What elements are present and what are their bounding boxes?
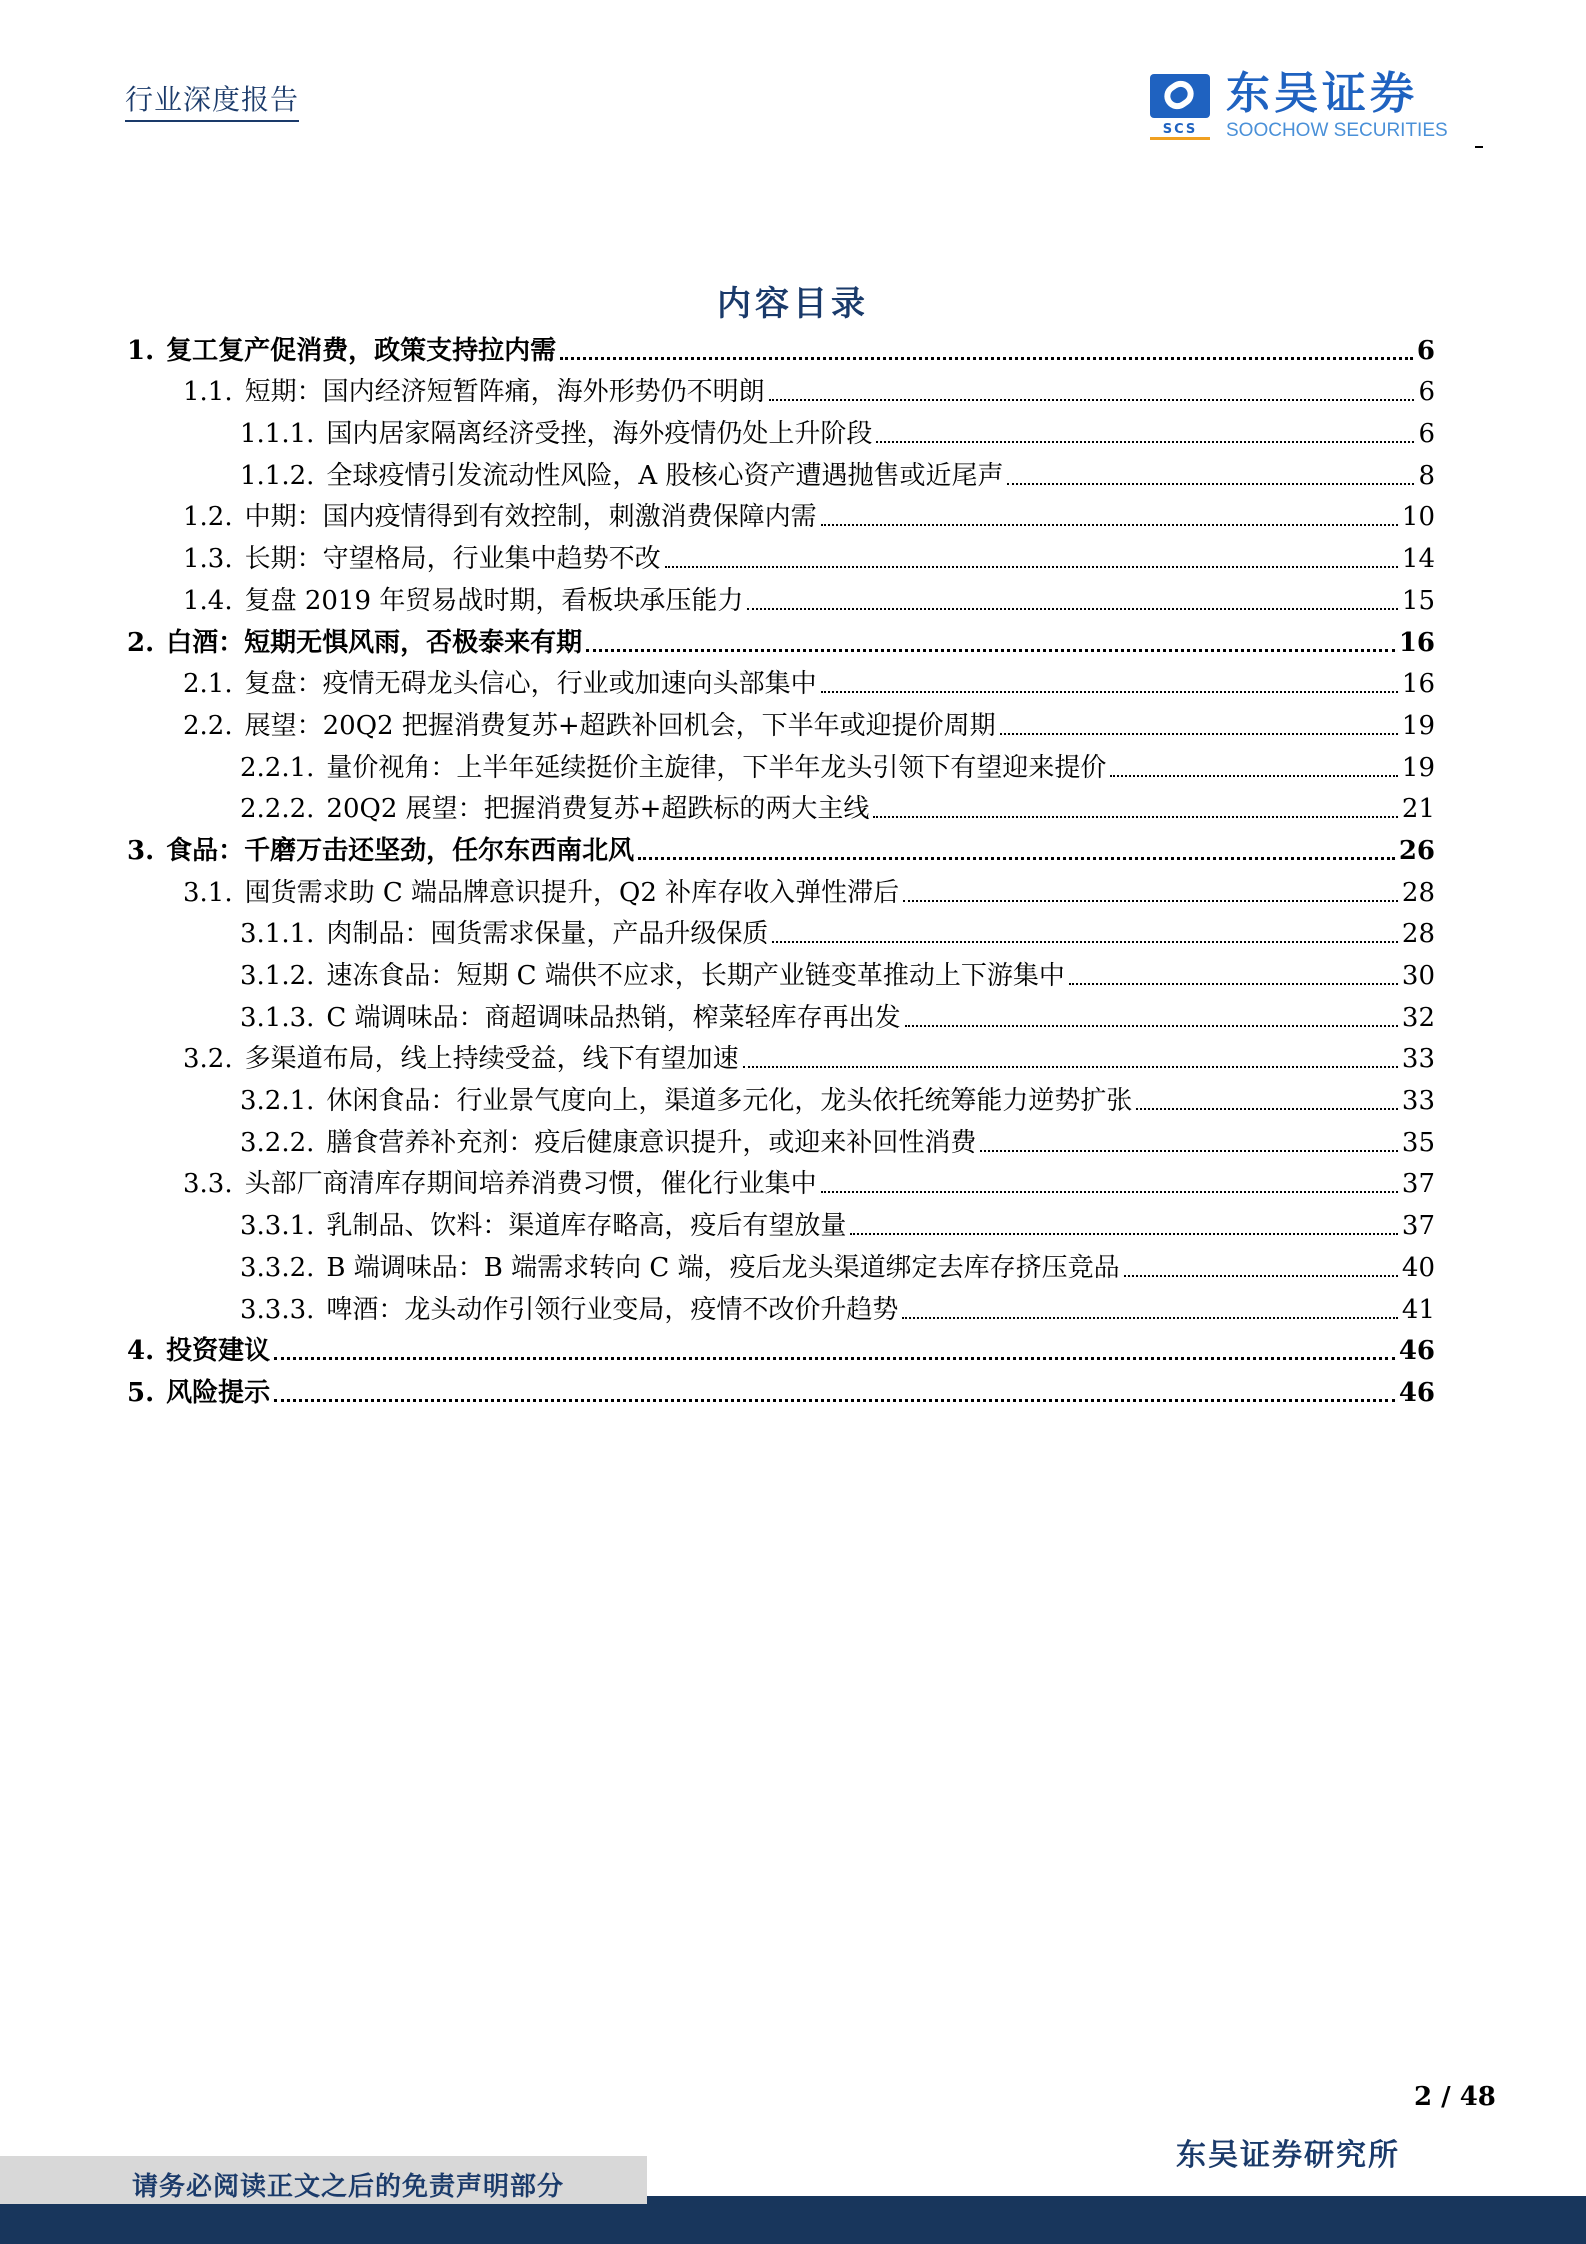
toc-entry[interactable] <box>127 867 1435 909</box>
toc-entry[interactable] <box>127 784 1435 826</box>
toc-leader-dots <box>876 441 1414 443</box>
toc-entry-page: 6 <box>1416 335 1435 366</box>
toc-entry-page: 8 <box>1418 460 1435 491</box>
toc-entry-number: 2.2.2. <box>240 794 315 825</box>
page-number: 2 / 48 <box>1414 2082 1496 2112</box>
toc-entry[interactable] <box>127 1326 1435 1368</box>
table-of-contents <box>127 325 1435 1409</box>
toc-entry-number: 2.2. <box>183 710 233 741</box>
toc-entry-page: 30 <box>1401 961 1435 991</box>
toc-entry[interactable] <box>127 950 1435 992</box>
toc-leader-dots <box>586 649 1395 652</box>
toc-entry-label: 短期：国内经济短暂阵痛，海外形势仍不明朗 <box>244 377 765 408</box>
toc-title: 内容目录 <box>717 284 869 324</box>
toc-entry-number: 5. <box>127 1377 155 1408</box>
toc-entry-page: 32 <box>1401 1002 1435 1033</box>
toc-entry-label: 风险提示 <box>166 1377 271 1408</box>
toc-entry-page: 33 <box>1401 1086 1435 1117</box>
toc-leader-dots <box>743 1066 1398 1068</box>
logo-scs-text: SCS <box>1150 122 1210 140</box>
institute-name: 东吴证券研究所 <box>1176 2138 1400 2173</box>
toc-entry-page: 14 <box>1401 544 1435 575</box>
toc-entry-label: 国内居家隔离经济受挫，海外疫情仍处上升阶段 <box>326 419 873 450</box>
toc-entry-page: 19 <box>1401 752 1435 783</box>
toc-entry[interactable] <box>127 825 1435 867</box>
toc-entry-page: 6 <box>1418 377 1435 408</box>
toc-entry-label: 中期：国内疫情得到有效控制，刺激消费保障内需 <box>244 502 817 533</box>
toc-entry-label: 复盘：疫情无碍龙头信心，行业或加速向头部集中 <box>244 669 817 700</box>
toc-leader-dots <box>769 399 1415 401</box>
toc-entry[interactable] <box>127 1284 1435 1326</box>
toc-leader-dots <box>821 691 1398 693</box>
toc-entry-number: 3.2. <box>183 1044 233 1075</box>
toc-entry-number: 3.2.2. <box>240 1127 315 1158</box>
toc-entry-page: 26 <box>1398 835 1435 866</box>
toc-entry-number: 2. <box>127 627 155 658</box>
toc-entry-number: 3. <box>127 835 155 866</box>
toc-leader-dots <box>1110 775 1397 777</box>
toc-leader-dots <box>638 857 1395 860</box>
toc-entry-page: 6 <box>1418 419 1435 450</box>
toc-entry[interactable] <box>127 742 1435 784</box>
toc-entry-page: 37 <box>1401 1169 1435 1200</box>
toc-entry-label: 头部厂商清库存期间培养消费习惯，催化行业集中 <box>244 1169 817 1200</box>
toc-entry-number: 3.2.1. <box>240 1086 315 1117</box>
header-divider <box>1475 146 1483 148</box>
toc-leader-dots <box>821 1191 1398 1193</box>
toc-entry-label: 食品：千磨万击还坚劲，任尔东西南北风 <box>166 835 635 866</box>
toc-entry-label: 白酒：短期无惧风雨，否极泰来有期 <box>166 627 583 658</box>
toc-entry-page: 46 <box>1398 1336 1435 1367</box>
toc-entry-label: 投资建议 <box>166 1336 271 1367</box>
toc-entry-label: 复盘 2019 年贸易战时期，看板块承压能力 <box>244 585 744 616</box>
disclaimer-text: 请务必阅读正文之后的免责声明部分 <box>132 2172 565 2202</box>
toc-entry-label: C 端调味品：商超调味品热销，榨菜轻库存再出发 <box>326 1002 901 1033</box>
toc-entry[interactable] <box>127 408 1435 450</box>
toc-leader-dots <box>905 1025 1398 1027</box>
toc-entry-number: 4. <box>127 1336 155 1367</box>
toc-entry[interactable] <box>127 1034 1435 1076</box>
toc-entry[interactable] <box>127 992 1435 1034</box>
toc-entry-number: 3.1.3. <box>240 1002 315 1033</box>
toc-entry-number: 1.3. <box>183 544 233 575</box>
toc-leader-dots <box>850 1233 1397 1235</box>
toc-leader-dots <box>1124 1275 1398 1277</box>
toc-entry[interactable] <box>127 533 1435 575</box>
toc-entry-number: 3.1. <box>183 877 233 908</box>
toc-entry-page: 28 <box>1401 877 1435 908</box>
toc-entry-page: 40 <box>1401 1252 1435 1283</box>
toc-entry-number: 1.1.1. <box>240 419 315 450</box>
toc-entry-page: 16 <box>1398 627 1435 658</box>
logo-cn-text: 东吴证券 <box>1226 68 1418 119</box>
toc-entry[interactable] <box>127 1200 1435 1242</box>
toc-entry-number: 3.3.3. <box>240 1294 315 1325</box>
toc-entry-label: 乳制品、饮料：渠道库存略高，疫后有望放量 <box>326 1211 847 1242</box>
toc-leader-dots <box>772 941 1397 943</box>
toc-entry-page: 35 <box>1401 1127 1435 1158</box>
toc-entry-number: 3.1.2. <box>240 961 315 991</box>
toc-entry-page: 19 <box>1401 710 1435 741</box>
toc-entry[interactable] <box>127 1117 1435 1159</box>
toc-entry-number: 1.1.2. <box>240 460 315 491</box>
toc-leader-dots <box>560 357 1413 360</box>
toc-entry-label: 囤货需求助 C 端品牌意识提升，Q2 补库存收入弹性滞后 <box>244 877 900 908</box>
toc-entry-number: 3.1.1. <box>240 919 315 950</box>
toc-leader-dots <box>1000 733 1398 735</box>
toc-entry-number: 2.1. <box>183 669 233 700</box>
toc-entry-label: 长期：守望格局，行业集中趋势不改 <box>244 544 661 575</box>
toc-entry-label: 速冻食品：短期 C 端供不应求，长期产业链变革推动上下游集中 <box>326 961 1065 991</box>
toc-entry-label: 展望：20Q2 把握消费复苏+超跌补回机会，下半年或迎提价周期 <box>244 710 996 741</box>
toc-leader-dots <box>903 900 1398 902</box>
toc-entry[interactable] <box>127 367 1435 409</box>
toc-entry[interactable] <box>127 325 1435 367</box>
toc-leader-dots <box>902 1317 1397 1319</box>
toc-leader-dots <box>274 1357 1395 1360</box>
toc-entry-label: 量价视角：上半年延续挺价主旋律，下半年龙头引领下有望迎来提价 <box>326 752 1107 783</box>
toc-entry-number: 1. <box>127 335 155 366</box>
toc-entry-label: 20Q2 展望：把握消费复苏+超跌标的两大主线 <box>326 794 870 825</box>
soochow-securities-logo <box>1150 70 1470 142</box>
toc-entry-label: 多渠道布局，线上持续受益，线下有望加速 <box>244 1044 739 1075</box>
toc-entry-label: 膳食营养补充剂：疫后健康意识提升，或迎来补回性消费 <box>326 1127 977 1158</box>
toc-entry[interactable] <box>127 1367 1435 1409</box>
toc-entry-page: 10 <box>1401 502 1435 533</box>
toc-entry[interactable] <box>127 575 1435 617</box>
toc-entry-page: 41 <box>1401 1294 1435 1325</box>
toc-entry[interactable] <box>127 1242 1435 1284</box>
toc-leader-dots <box>1069 983 1398 985</box>
toc-leader-dots <box>747 608 1398 610</box>
toc-entry-label: 复工复产促消费，政策支持拉内需 <box>166 335 557 366</box>
logo-en-text: SOOCHOW SECURITIES <box>1226 120 1448 141</box>
toc-entry-number: 1.1. <box>183 377 233 408</box>
toc-entry-page: 15 <box>1401 585 1435 616</box>
toc-entry[interactable] <box>127 700 1435 742</box>
toc-entry-number: 3.3.2. <box>240 1252 315 1283</box>
toc-entry-page: 16 <box>1401 669 1435 700</box>
toc-entry-page: 37 <box>1401 1211 1435 1242</box>
toc-leader-dots <box>274 1399 1395 1402</box>
toc-entry[interactable] <box>127 492 1435 534</box>
toc-entry-number: 1.4. <box>183 585 233 616</box>
toc-leader-dots <box>1136 1108 1397 1110</box>
toc-entry-page: 21 <box>1401 794 1435 825</box>
toc-entry[interactable] <box>127 909 1435 951</box>
toc-entry[interactable] <box>127 450 1435 492</box>
toc-entry[interactable] <box>127 659 1435 701</box>
toc-leader-dots <box>821 524 1398 526</box>
toc-entry-page: 28 <box>1401 919 1435 950</box>
toc-entry[interactable] <box>127 617 1435 659</box>
toc-entry-label: 休闲食品：行业景气度向上，渠道多元化，龙头依托统筹能力逆势扩张 <box>326 1086 1133 1117</box>
toc-entry-number: 3.3.1. <box>240 1211 315 1242</box>
report-type-label: 行业深度报告 <box>125 78 299 122</box>
toc-entry[interactable] <box>127 1075 1435 1117</box>
toc-entry-number: 3.3. <box>183 1169 233 1200</box>
toc-leader-dots <box>1007 483 1414 485</box>
toc-entry-number: 2.2.1. <box>240 752 315 783</box>
toc-entry[interactable] <box>127 1159 1435 1201</box>
toc-entry-label: B 端调味品：B 端需求转向 C 端，疫后龙头渠道绑定去库存挤压竞品 <box>326 1252 1120 1283</box>
toc-leader-dots <box>873 816 1397 818</box>
toc-leader-dots <box>980 1150 1397 1152</box>
logo-mark-icon <box>1150 74 1210 118</box>
toc-entry-label: 啤酒：龙头动作引领行业变局，疫情不改价升趋势 <box>326 1294 899 1325</box>
toc-entry-page: 46 <box>1398 1377 1435 1408</box>
toc-entry-page: 33 <box>1401 1044 1435 1075</box>
toc-entry-label: 全球疫情引发流动性风险，A 股核心资产遭遇抛售或近尾声 <box>326 460 1004 491</box>
toc-leader-dots <box>665 566 1398 568</box>
toc-entry-number: 1.2. <box>183 502 233 533</box>
toc-entry-label: 肉制品：囤货需求保量，产品升级保质 <box>326 919 769 950</box>
